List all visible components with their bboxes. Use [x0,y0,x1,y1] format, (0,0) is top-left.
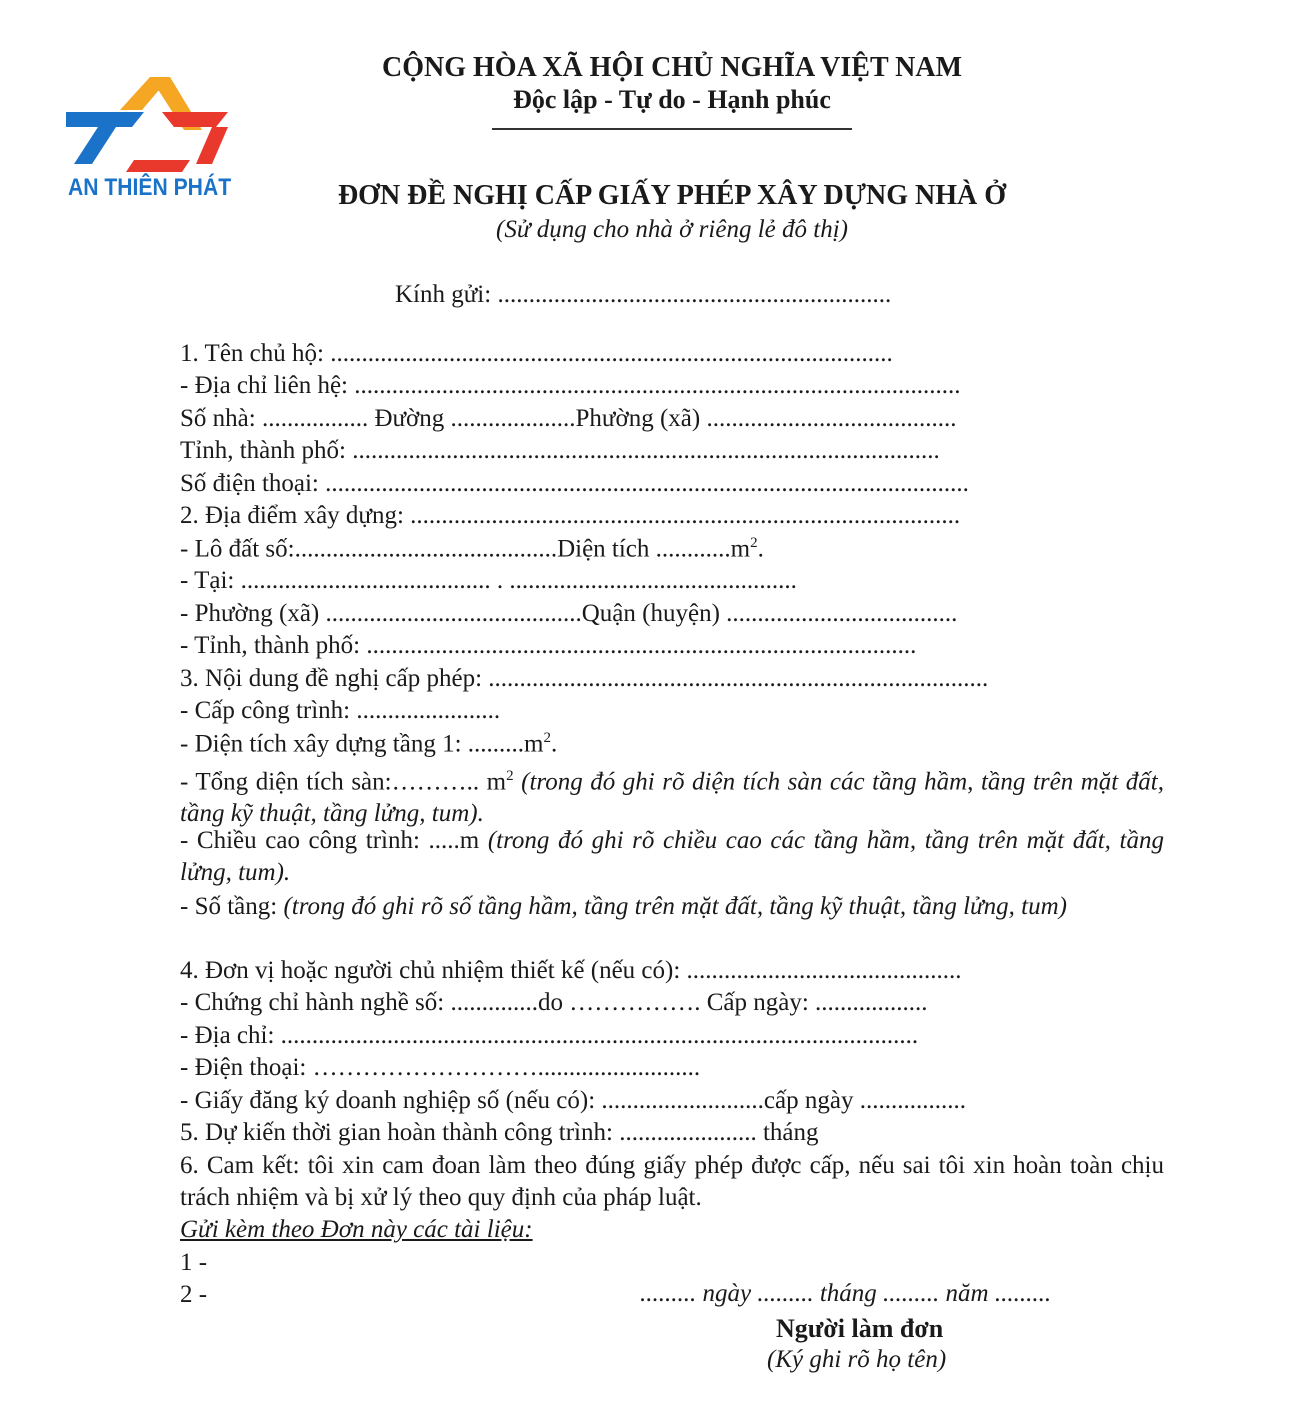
owner-name-line: 1. Tên chủ hộ: .......................................................................................... [180,340,893,367]
header-divider [492,128,852,130]
construction-site-line: 2. Địa điểm xây dựng: ........................................................................................ [180,502,961,529]
national-motto: Độc lập - Tự do - Hạnh phúc [513,85,831,114]
land-lot-line: - Lô đất số:..........................................Diện tích $............m^2$. [180,535,764,563]
date-line: ......... ngày ......... tháng ......... năm ......... [640,1280,1052,1307]
completion-time-line: 5. Dự kiến thời gian hoàn thành công trình: ...................... tháng [180,1119,819,1146]
form-title: ĐƠN ĐỀ NGHỊ CẤP GIẤY PHÉP XÂY DỰNG NHÀ Ở [337,180,1007,211]
building-height-paragraph: - Chiều cao công trình: .....m (trong đó ghi rõ chiều cao các tầng hầm, tầng trên mặt đất, tầng lửng, tum). [180,827,1164,886]
signature-note: (Ký ghi rõ họ tên) [767,1346,947,1373]
designer-line: 4. Đơn vị hoặc người chủ nhiệm thiết kế (nếu có): ............................................ [180,957,962,984]
certificate-line: - Chứng chỉ hành nghề số: ..............do ……………. Cấp ngày: .................. [180,989,928,1016]
designer-phone-line: - Điện thoại: ……………………….......................... [180,1054,701,1081]
business-registration-line: - Giấy đăng ký doanh nghiệp số (nếu có): ..........................cấp ngày ................. [180,1087,966,1114]
work-grade-line: - Cấp công trình: ....................... [180,697,501,724]
house-street-ward-line: Số nhà: ................. Đường ....................Phường (xã) ........................................ [180,405,957,432]
commitment-paragraph: 6. Cam kết: tôi xin cam đoan làm theo đúng giấy phép được cấp, nếu sai tôi xin hoàn toàn chịu trách nhiệm và bị xử lý theo quy định của pháp luật. [180,1152,1164,1211]
attachment-item: 1 - [180,1249,208,1276]
site-province-line: - Tỉnh, thành phố: ........................................................................................ [180,632,917,659]
contact-address-line: - Địa chỉ liên hệ: ................................................................................................. [180,372,961,399]
addressee-line: Kính gửi: ............................................................... [395,281,892,308]
attachment-item: 2 - [180,1281,208,1308]
designer-address-line: - Địa chỉ: ...................................................................................................... [180,1022,919,1049]
ground-floor-area-line: - Diện tích xây dựng tầng 1: $.........m^2$. [180,730,558,758]
logo-brand-text: AN THIÊN PHÁT [68,174,232,201]
attachments-heading: Gửi kèm theo Đơn này các tài liệu: [180,1216,533,1243]
national-title: CỘNG HÒA XÃ HỘI CHỦ NGHĨA VIỆT NAM [381,52,963,83]
total-floor-area-paragraph: - Tổng diện tích sàn:……….. $m^2$ (trong đó ghi rõ diện tích sàn các tầng hầm, tầng trên mặt đất, tầng kỹ thuật, tầng lửng, tum). [180,768,1164,828]
phone-line: Số điện thoại: ....................................................................................................... [180,470,969,497]
floor-count-paragraph: - Số tầng: (trong đó ghi rõ số tầng hầm, tầng trên mặt đất, tầng kỹ thuật, tầng lửng, tum) [180,893,1067,920]
province-line: Tỉnh, thành phố: .............................................................................................. [180,437,940,464]
signer-title: Người làm đơn [776,1314,944,1343]
permit-content-line: 3. Nội dung đề nghị cấp phép: ................................................................................ [180,665,989,692]
form-subtitle: (Sử dụng cho nhà ở riêng lẻ đô thị) [496,216,848,243]
ward-district-line: - Phường (xã) .........................................Quận (huyện) ..................................... [180,600,958,627]
location-line: - Tại: ........................................ . .............................................. [180,567,797,594]
